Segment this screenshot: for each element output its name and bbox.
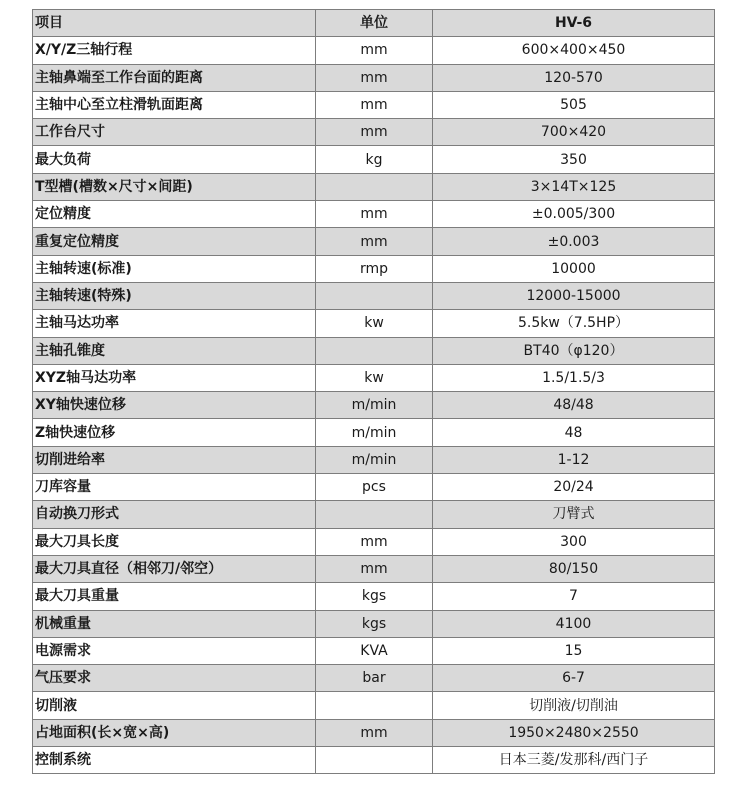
spec-unit-cell: bar	[316, 665, 433, 692]
spec-unit-cell: mm	[316, 555, 433, 582]
spec-value-cell: 日本三菱/发那科/西门子	[433, 747, 715, 774]
spec-name-cell: 主轴中心至立柱滑轨面距离	[33, 91, 316, 118]
table-row	[33, 747, 715, 774]
spec-name-cell: Z轴快速位移	[33, 419, 316, 446]
spec-value-cell: 6-7	[433, 665, 715, 692]
spec-unit-cell	[316, 282, 433, 309]
spec-value-cell: ±0.005/300	[433, 201, 715, 228]
spec-unit-cell: mm	[316, 64, 433, 91]
spec-name-cell: 切削进给率	[33, 446, 316, 473]
spec-value-cell: 700×420	[433, 119, 715, 146]
spec-value-cell: ±0.003	[433, 228, 715, 255]
spec-value-cell: 350	[433, 146, 715, 173]
spec-unit-cell: pcs	[316, 474, 433, 501]
spec-name-cell: 最大刀具长度	[33, 528, 316, 555]
spec-name-cell: 定位精度	[33, 201, 316, 228]
spec-name-cell: 主轴马达功率	[33, 310, 316, 337]
spec-value-cell: 505	[433, 91, 715, 118]
spec-value-cell: 1-12	[433, 446, 715, 473]
table-row	[33, 119, 715, 146]
header-item: 项目	[33, 10, 316, 37]
spec-unit-cell: kgs	[316, 583, 433, 610]
spec-value-cell: 4100	[433, 610, 715, 637]
table-row	[33, 228, 715, 255]
spec-name-cell: 主轴孔锥度	[33, 337, 316, 364]
table-row	[33, 637, 715, 664]
spec-value-cell: 15	[433, 637, 715, 664]
spec-name-cell: 最大刀具直径（相邻刀/邻空）	[33, 555, 316, 582]
table-row	[33, 610, 715, 637]
spec-name-cell: 占地面积(长×宽×高)	[33, 719, 316, 746]
spec-unit-cell: kgs	[316, 610, 433, 637]
table-row	[33, 282, 715, 309]
spec-value-cell: 3×14T×125	[433, 173, 715, 200]
table-row	[33, 555, 715, 582]
spec-table	[32, 9, 715, 774]
spec-name-cell: 刀库容量	[33, 474, 316, 501]
spec-value-cell: 20/24	[433, 474, 715, 501]
spec-name-cell: 主轴转速(特殊)	[33, 282, 316, 309]
spec-name-cell: 机械重量	[33, 610, 316, 637]
spec-unit-cell: rmp	[316, 255, 433, 282]
spec-value-cell: 切削液/切削油	[433, 692, 715, 719]
spec-value-cell: 48/48	[433, 392, 715, 419]
spec-value-cell: 5.5kw（7.5HP）	[433, 310, 715, 337]
spec-unit-cell: mm	[316, 119, 433, 146]
table-row	[33, 91, 715, 118]
spec-unit-cell: m/min	[316, 419, 433, 446]
spec-name-cell: 主轴转速(标准)	[33, 255, 316, 282]
spec-unit-cell: kg	[316, 146, 433, 173]
spec-value-cell: 10000	[433, 255, 715, 282]
spec-value-cell: 120-570	[433, 64, 715, 91]
spec-name-cell: X/Y/Z三轴行程	[33, 37, 316, 64]
table-row	[33, 146, 715, 173]
spec-name-cell: 重复定位精度	[33, 228, 316, 255]
spec-unit-cell: mm	[316, 91, 433, 118]
spec-unit-cell: mm	[316, 228, 433, 255]
table-row	[33, 37, 715, 64]
table-row	[33, 474, 715, 501]
spec-value-cell: 1.5/1.5/3	[433, 364, 715, 391]
spec-unit-cell	[316, 692, 433, 719]
spec-value-cell: 48	[433, 419, 715, 446]
spec-unit-cell	[316, 173, 433, 200]
table-row	[33, 201, 715, 228]
table-row	[33, 692, 715, 719]
table-row	[33, 310, 715, 337]
spec-name-cell: 电源需求	[33, 637, 316, 664]
spec-unit-cell: mm	[316, 201, 433, 228]
table-row	[33, 419, 715, 446]
table-row	[33, 501, 715, 528]
spec-value-cell: 7	[433, 583, 715, 610]
spec-value-cell: 刀臂式	[433, 501, 715, 528]
table-row	[33, 337, 715, 364]
spec-name-cell: 自动换刀形式	[33, 501, 316, 528]
header-model: HV-6	[433, 10, 715, 37]
spec-unit-cell: KVA	[316, 637, 433, 664]
spec-unit-cell	[316, 337, 433, 364]
spec-name-cell: 最大刀具重量	[33, 583, 316, 610]
spec-unit-cell: m/min	[316, 446, 433, 473]
spec-unit-cell: kw	[316, 310, 433, 337]
spec-value-cell: BT40（φ120）	[433, 337, 715, 364]
spec-value-cell: 12000-15000	[433, 282, 715, 309]
spec-name-cell: T型槽(槽数×尺寸×间距)	[33, 173, 316, 200]
table-row	[33, 364, 715, 391]
spec-value-cell: 600×400×450	[433, 37, 715, 64]
table-row	[33, 392, 715, 419]
header-unit: 单位	[316, 10, 433, 37]
table-row	[33, 665, 715, 692]
spec-unit-cell: mm	[316, 719, 433, 746]
table-row	[33, 173, 715, 200]
spec-name-cell: 最大负荷	[33, 146, 316, 173]
table-row	[33, 255, 715, 282]
table-row	[33, 446, 715, 473]
table-row	[33, 583, 715, 610]
spec-value-cell: 80/150	[433, 555, 715, 582]
spec-unit-cell	[316, 501, 433, 528]
spec-name-cell: 主轴鼻端至工作台面的距离	[33, 64, 316, 91]
table-row	[33, 719, 715, 746]
spec-unit-cell: m/min	[316, 392, 433, 419]
spec-name-cell: 气压要求	[33, 665, 316, 692]
spec-name-cell: XY轴快速位移	[33, 392, 316, 419]
spec-unit-cell: mm	[316, 528, 433, 555]
spec-name-cell: 控制系统	[33, 747, 316, 774]
table-row	[33, 64, 715, 91]
spec-unit-cell: kw	[316, 364, 433, 391]
spec-value-cell: 1950×2480×2550	[433, 719, 715, 746]
spec-unit-cell	[316, 747, 433, 774]
table-header-row	[33, 10, 715, 37]
spec-name-cell: 工作台尺寸	[33, 119, 316, 146]
spec-value-cell: 300	[433, 528, 715, 555]
spec-name-cell: 切削液	[33, 692, 316, 719]
table-row	[33, 528, 715, 555]
spec-unit-cell: mm	[316, 37, 433, 64]
spec-name-cell: XYZ轴马达功率	[33, 364, 316, 391]
